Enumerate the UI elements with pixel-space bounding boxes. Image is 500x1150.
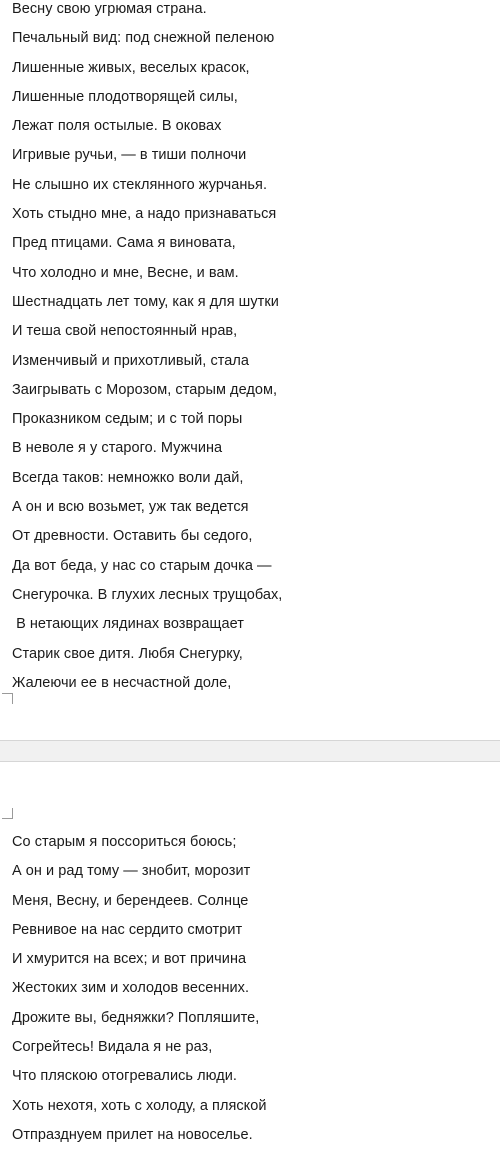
text-line: В неволе я у старого. Мужчина	[12, 440, 223, 457]
text-line: Со старым я поссориться боюсь;	[12, 834, 237, 850]
text-line: А он и рад тому — знобит, морозит	[12, 863, 251, 880]
text-line: Дрожите вы, бедняжки? Попляшите,	[12, 1009, 260, 1026]
text-line: Что пляскою отогревались люди.	[12, 1068, 237, 1085]
text-line: Снегурочка. В глухих лесных трущобах,	[12, 586, 283, 603]
text-line: Лишенные живых, веселых красок,	[12, 59, 250, 76]
document-page-2	[0, 762, 500, 1144]
text-line: Всегда таков: немножко воли дай,	[12, 469, 244, 486]
text-line: Изменчивый и прихотливый, стала	[12, 352, 250, 369]
text-line: Пред птицами. Сама я виновата,	[12, 235, 236, 252]
text-line: Шестнадцать лет тому, как я для шутки	[12, 293, 279, 310]
text-line: Старик свое дитя. Любя Снегурку,	[12, 645, 243, 662]
text-line: В нетающих лядинах возвращает	[12, 616, 244, 633]
text-line: Жестоких зим и холодов весенних.	[12, 980, 250, 997]
text-line: Хоть стыдно мне, а надо признаваться	[12, 206, 277, 223]
text-line: Лишенные плодотворящей силы,	[12, 88, 238, 105]
text-line: А он и всю возьмет, уж так ведется	[12, 499, 249, 516]
page-break-gap	[0, 740, 500, 762]
text-line: Хоть нехотя, хоть с холоду, а пляской	[12, 1097, 267, 1114]
page-2-text-block	[12, 828, 267, 1150]
page-1-text-block	[12, 0, 282, 698]
text-line: И хмурится на всех; и вот причина	[12, 951, 247, 968]
text-line: Весну свою угрюмая страна.	[12, 1, 207, 17]
text-line: Не слышно их стеклянного журчанья.	[12, 176, 268, 193]
page-corner-marker	[2, 693, 13, 704]
text-line: Что холодно и мне, Весне, и вам.	[12, 264, 239, 281]
text-line: И теша свой непостоянный нрав,	[12, 323, 238, 340]
text-line: Отпразднуем прилет на новоселье.	[12, 1126, 253, 1143]
text-line: Да вот беда, у нас со старым дочка —	[12, 557, 272, 574]
page-corner-marker	[2, 808, 13, 819]
text-line: Игривые ручьи, — в тиши полночи	[12, 147, 247, 164]
text-line: Жалеючи ее в несчастной доле,	[12, 674, 232, 691]
text-line: Заигрывать с Морозом, старым дедом,	[12, 381, 278, 398]
text-line: Проказником седым; и с той поры	[12, 411, 243, 428]
text-line: Ревнивое на нас сердито смотрит	[12, 921, 243, 938]
text-line: Лежат поля остылые. В оковах	[12, 118, 222, 135]
text-line: Печальный вид: под снежной пеленою	[12, 30, 275, 47]
text-line: Меня, Весну, и берендеев. Солнце	[12, 892, 249, 909]
text-line: От древности. Оставить бы седого,	[12, 528, 253, 545]
text-line: Согрейтесь! Видала я не раз,	[12, 1039, 213, 1056]
